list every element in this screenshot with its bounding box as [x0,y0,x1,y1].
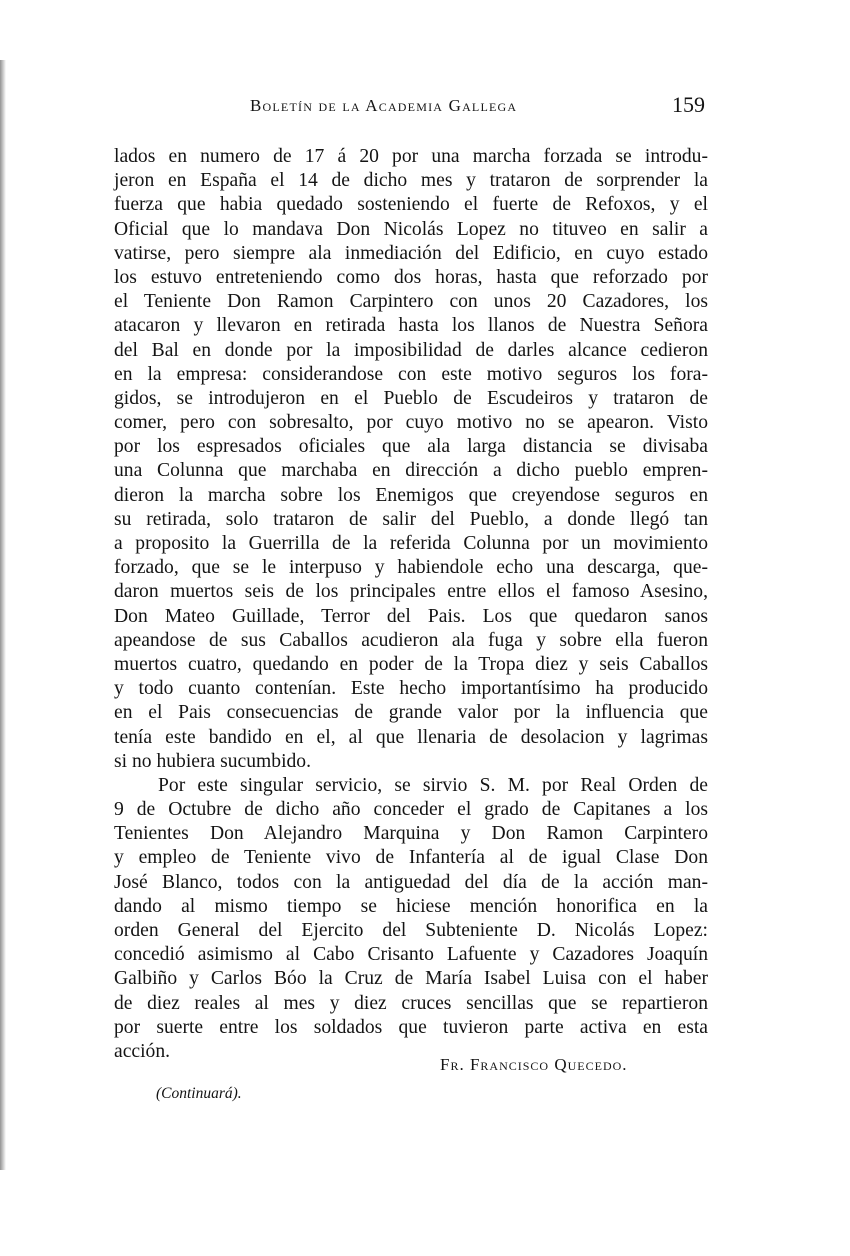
text-line: en el Pais consecuencias de grande valor por la influencia que [114,702,708,724]
text-line: fuerza que habia quedado sosteniendo el fuerte de Refoxos, y el [114,194,708,216]
text-line: y empleo de Teniente vivo de Infantería al de igual Clase Don [114,847,708,869]
text-line: lados en numero de 17 á 20 por una marcha forzada se introdu- [114,146,708,167]
text-line: el Teniente Don Ramon Carpintero con unos 20 Cazadores, los [114,291,708,313]
text-line: comer, pero con sobresalto, por cuyo motivo no se apearon. Visto [114,412,708,434]
text-line: jeron en España el 14 de dicho mes y trataron de sorprender la [114,170,708,192]
text-line: apeandose de sus Caballos acudieron ala fuga y sobre ella fueron [114,629,708,651]
text-line: gidos, se introdujeron en el Pueblo de Escudeiros y trataron de [114,387,708,409]
text-line: 9 de Octubre de dicho año conceder el grado de Capitanes a los [114,799,708,821]
running-header [250,92,705,122]
continuation-note: (Continuará). [156,1085,242,1102]
paragraph-1 [114,145,708,774]
text-line: orden General del Ejercito del Subteniente D. Nicolás Lopez: [114,920,708,941]
text-line: muertos cuatro, quedando en poder de la Tropa diez y seis Caballos [114,653,708,675]
text-line: su retirada, solo trataron de salir del Pueblo, a donde llegó tan [114,508,708,530]
text-line: en la empresa: considerandose con este motivo seguros los fora- [114,363,708,385]
page-number: 159 [672,92,705,117]
text-line: dieron la marcha sobre los Enemigos que creyendose seguros en [114,484,708,506]
text-line: a proposito la Guerrilla de la referida Colunna por un movimiento [114,533,708,554]
text-line: una Colunna que marchaba en dirección a dicho pueblo empren- [114,460,708,482]
text-line: vatirse, pero siempre ala inmediación del Edificio, en cuyo estado [114,242,708,264]
text-line: del Bal en donde por la imposibilidad de darles alcance cedieron [114,339,708,361]
text-line: dando al mismo tiempo se hiciese mención honorifica en la [114,895,708,917]
text-line: forzado, que se le interpuso y habiendole echo una descarga, que- [114,557,708,579]
binding-edge-shadow [0,60,6,1170]
text-line: de diez reales al mes y diez cruces sencillas que se repartieron [114,992,708,1014]
text-line: Galbiño y Carlos Bóo la Cruz de María Isabel Luisa con el haber [114,968,708,990]
body-text [114,145,708,1064]
text-line: José Blanco, todos con la antiguedad del día de la acción man- [114,871,708,893]
text-line: por suerte entre los soldados que tuvieron parte activa en esta [114,1016,708,1038]
text-line: Tenientes Don Alejandro Marquina y Don Ramon Carpintero [114,823,708,845]
text-line: Don Mateo Guillade, Terror del Pais. Los que quedaron sanos [114,605,708,627]
text-line: los estuvo entreteniendo como dos horas, hasta que reforzado por [114,266,708,288]
text-line: daron muertos seis de los principales entre ellos el famoso Asesino, [114,581,708,603]
text-line: atacaron y llevaron en retirada hasta los llanos de Nuestra Señora [114,315,708,337]
text-line: concedió asimismo al Cabo Crisanto Lafuente y Cazadores Joaquín [114,944,708,966]
paragraph-2 [114,774,708,1064]
running-title: Boletín de la Academia Gallega [250,96,518,115]
text-line: acción. [114,1040,171,1062]
text-line: y todo cuanto contenían. Este hecho importantísimo ha producido [114,678,708,700]
text-line: Oficial que lo mandava Don Nicolás Lopez no tituveo en salir a [114,218,708,240]
text-line: por los espresados oficiales que ala larga distancia se divisaba [114,436,708,458]
text-line: tenía este bandido en el, al que llenaria de desolacion y lagrimas [114,726,708,748]
text-line: si no hubiera sucumbido. [114,750,311,772]
author-signature: Fr. Francisco Quecedo. [440,1055,628,1074]
text-line: Por este singular servicio, se sirvio S. M. por Real Orden de [158,774,708,796]
